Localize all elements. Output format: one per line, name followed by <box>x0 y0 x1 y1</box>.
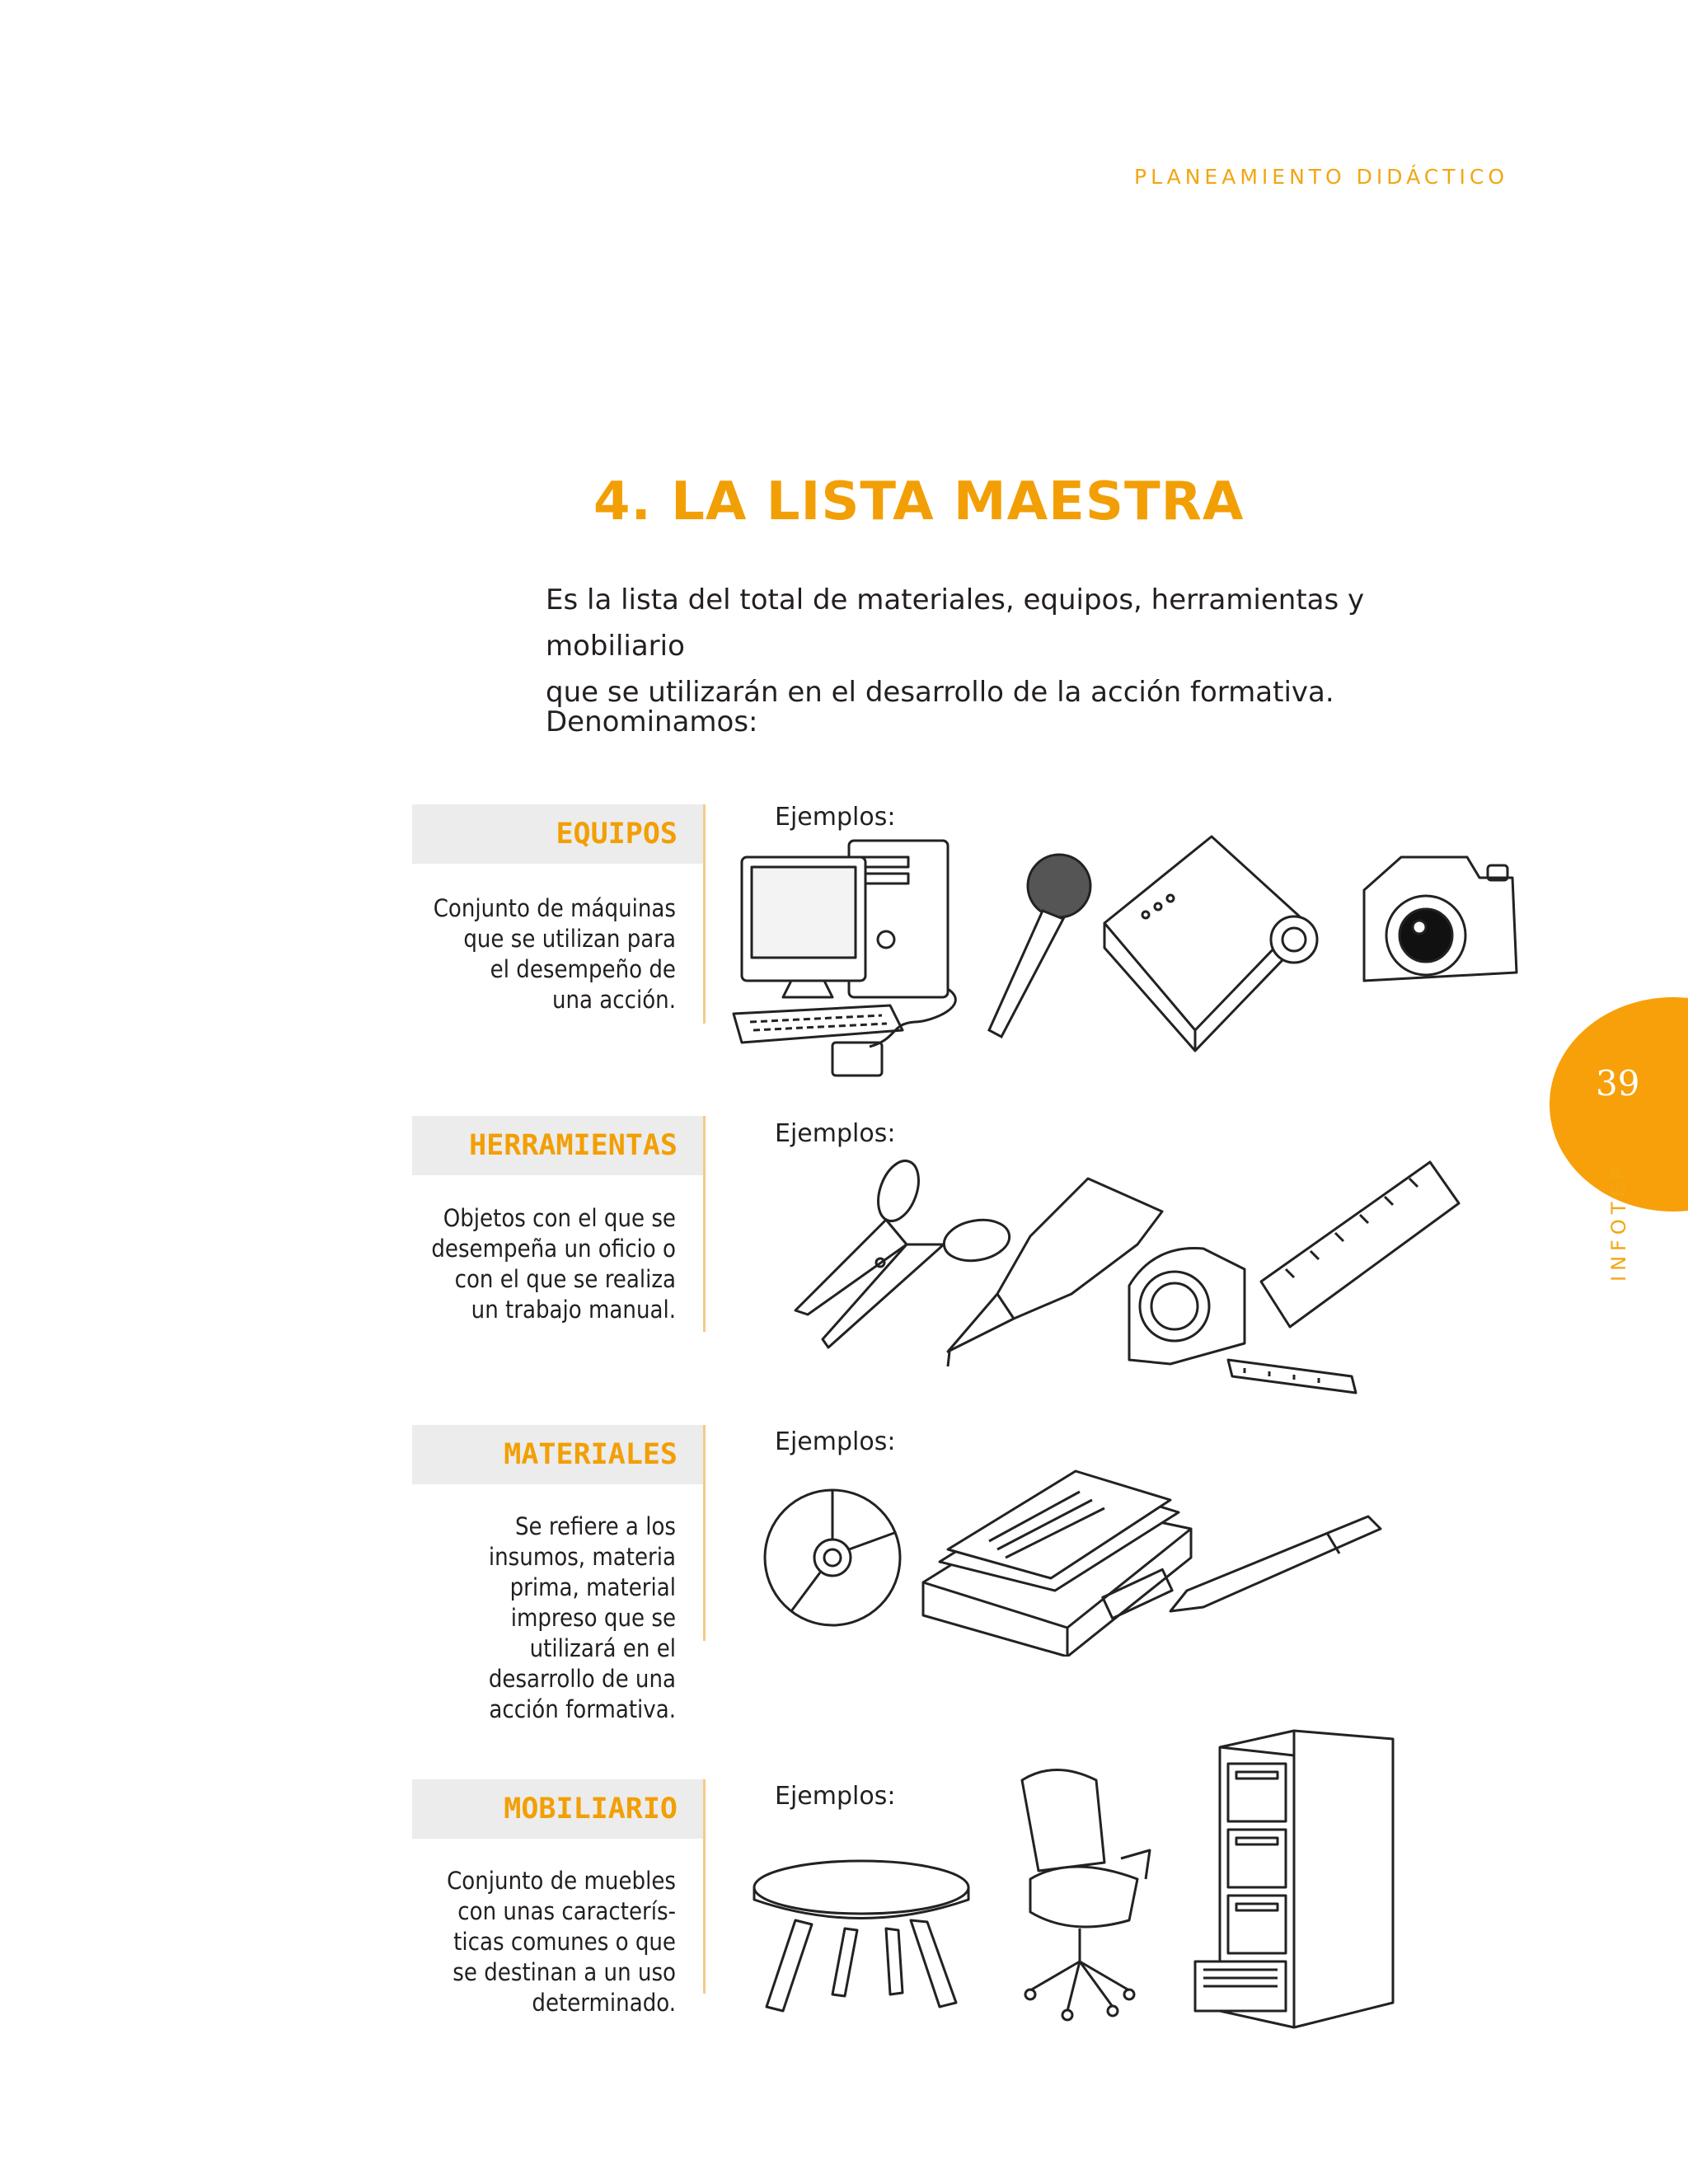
page-number: 39 <box>1596 1063 1640 1104</box>
description-line: con unas caracterís- <box>457 1897 676 1925</box>
office-chair-icon <box>1006 1755 1162 2027</box>
description-line: determinado. <box>532 1989 676 2017</box>
description-line: Objetos con el que se <box>443 1204 676 1232</box>
description-line: ticas comunes o que <box>453 1928 676 1956</box>
intro-paragraph <box>546 577 1469 715</box>
category-divider <box>703 1779 706 1994</box>
intro-line: Es la lista del total de materiales, equipos, herramientas y mobiliario <box>546 583 1365 663</box>
category-description-herramientas <box>412 1203 676 1325</box>
filing-cabinet-icon <box>1187 1722 1401 2036</box>
category-description-equipos <box>412 893 676 1015</box>
description-line: se destinan a un uso <box>452 1958 676 1986</box>
examples-label: Ejemplos: <box>775 803 896 832</box>
pen-icon <box>1162 1508 1393 1624</box>
category-description-materiales <box>412 1511 676 1725</box>
category-divider <box>703 1116 706 1332</box>
paper-tray-icon <box>915 1467 1195 1657</box>
desktop-computer-icon <box>725 832 973 1080</box>
description-line: insumos, materia <box>488 1543 676 1571</box>
category-description-mobiliario <box>412 1866 676 2018</box>
description-line: desempeña un oficio o <box>431 1235 676 1263</box>
description-line: prima, material <box>509 1573 676 1601</box>
description-line: una acción. <box>551 986 676 1014</box>
denominamos-label: Denominamos: <box>546 705 758 738</box>
description-line: Se refiere a los <box>514 1512 676 1540</box>
cd-icon <box>758 1483 907 1632</box>
intro-line: que se utilizarán en el desarrollo de la acción formativa. <box>546 676 1334 709</box>
description-line: desarrollo de una <box>488 1665 676 1693</box>
category-heading-materiales: MATERIALES <box>412 1425 706 1484</box>
description-line: Conjunto de muebles <box>447 1867 676 1895</box>
ruler-icon <box>1253 1154 1467 1343</box>
description-line: con el que se realiza <box>454 1265 676 1293</box>
running-header: PLANEAMIENTO DIDÁCTICO <box>1134 165 1508 189</box>
page-title: 4. LA LISTA MAESTRA <box>593 471 1245 532</box>
side-label: INFOTEP <box>1607 1162 1630 1282</box>
examples-label: Ejemplos: <box>775 1782 896 1811</box>
category-heading-mobiliario: MOBILIARIO <box>412 1779 706 1839</box>
description-line: acción formativa. <box>489 1695 676 1723</box>
camera-icon <box>1352 841 1525 997</box>
microphone-icon <box>964 849 1104 1047</box>
examples-label: Ejemplos: <box>775 1427 896 1456</box>
category-heading-equipos: EQUIPOS <box>412 804 706 864</box>
category-divider <box>703 1425 706 1641</box>
description-line: impreso que se <box>510 1604 676 1632</box>
round-table-icon <box>746 1854 977 2019</box>
description-line: que se utilizan para <box>463 925 676 953</box>
projector-icon <box>1088 824 1327 1055</box>
description-line: el desempeño de <box>490 955 676 983</box>
description-line: un trabajo manual. <box>471 1296 676 1324</box>
examples-label: Ejemplos: <box>775 1119 896 1148</box>
category-heading-herramientas: HERRAMIENTAS <box>412 1116 706 1175</box>
description-line: Conjunto de máquinas <box>433 894 676 922</box>
description-line: utilizará en el <box>529 1634 676 1662</box>
category-divider <box>703 804 706 1024</box>
